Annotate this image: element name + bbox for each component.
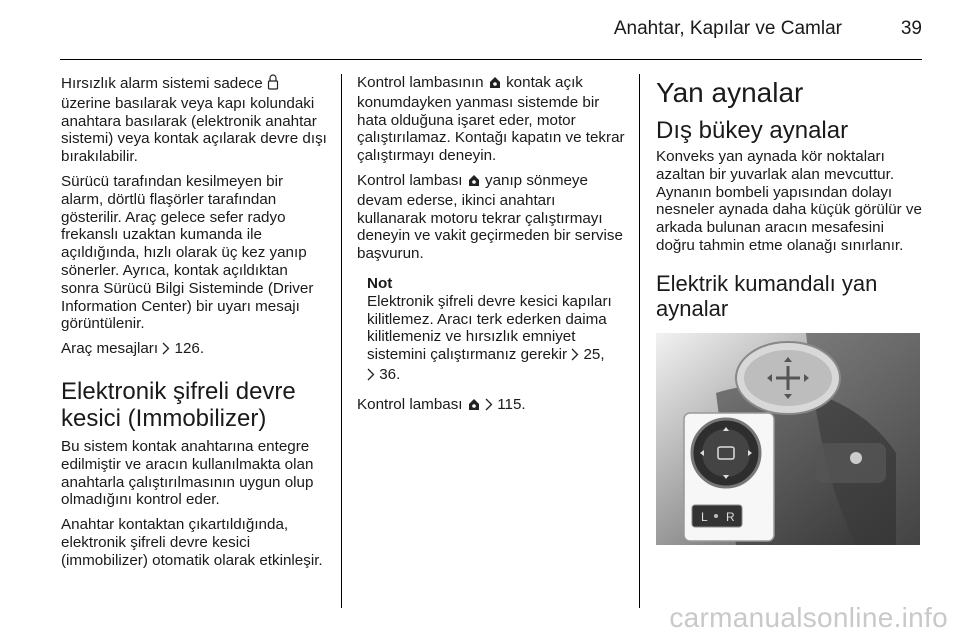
immobilizer-lamp-icon: [467, 398, 481, 416]
watermark: carmanualsonline.info: [669, 602, 948, 633]
page-ref: 126.: [170, 340, 205, 358]
column-left: [61, 74, 327, 577]
text: yanıp sönmeye devam ederse, ikinci anahtarı kullanarak motoru tekrar çalıştırmayı deneyin ve vakit geçirmeden bir servise başvurun.: [357, 171, 623, 263]
column-divider: [341, 74, 342, 608]
page-ref-arrow-icon: [485, 398, 493, 416]
paragraph: Bu sistem kontak anahtarına entegre edilmiştir ve aracın kullanılmakta olan anahtarla çalıştırılmasının uygun olup olmadığını kontrol eder.: [61, 437, 314, 509]
key-lock-icon: [267, 74, 279, 95]
text: Kontrol lambası: [357, 171, 467, 189]
paragraph: Anahtar kontaktan çıkartıldığında, elektronik şifreli devre kesici (immobilizer) otomatik olarak etkinleşir.: [61, 516, 323, 569]
note-title: Not: [367, 274, 393, 292]
mirror-control-photo: [656, 333, 920, 545]
immobilizer-lamp-icon: [488, 76, 502, 94]
page-ref: 115.: [492, 395, 526, 413]
text: Elektronik şifreli devre kesici kapıları kilitlemez. Aracı terk ederken daima kilitlemeniz ve hırsızlık emniyet sistemini çalıştırmanız gerekir: [367, 292, 612, 364]
paragraph: [357, 74, 627, 165]
column-divider: [639, 74, 640, 608]
subsection-heading: Elektrik kumandalı yan aynalar: [656, 270, 878, 321]
column-middle: [357, 74, 627, 423]
column-right: [656, 78, 926, 545]
text: Kontrol lambası: [357, 395, 467, 413]
immobilizer-lamp-icon: [467, 174, 481, 192]
text: Hırsızlık alarm sistemi sadece: [61, 75, 267, 92]
page-header: [0, 0, 960, 58]
page-ref: 25,: [579, 346, 605, 364]
section-title: Yan aynalar: [656, 77, 804, 108]
note-block: [367, 275, 627, 386]
page-ref: 36.: [375, 365, 401, 383]
text: kontak açık konumdayken yanması sistemde bir hata olduğuna işaret eder, motor çalıştırılamaz. Kontağı kapatın ve tekrar çalıştırmayı deneyin.: [357, 74, 625, 165]
paragraph: [357, 396, 627, 416]
note-text: [367, 293, 627, 386]
page-number: 39: [900, 18, 922, 39]
text: üzerine basılarak veya kapı kolundaki anahtara basılarak (elektronik anahtar sistemi) veya kontak açılarak devre dışı bırakılabilir.: [61, 94, 327, 166]
page-header-title: Anahtar, Kapılar ve Camlar: [613, 18, 842, 39]
photo-button-l: L: [701, 509, 708, 524]
paragraph: Sürücü tarafından kesilmeyen bir alarm, dörtlü flaşörler tarafından gösterilir. Araç gelece sefer radyo frekanslı uzaktan kumanda ile açıldığında, hızlı olarak üç kez yanıp sönerler. Ayrıca, kontak açıldıktan sonra Sürücü Bilgi Sisteminde (Driver Information Center) bir uyarı mesajı görüntülenir.: [61, 172, 314, 333]
text: Araç mesajları: [61, 340, 163, 358]
subsection-heading: Dış bükey aynalar: [656, 117, 849, 144]
text: Kontrol lambasının: [357, 74, 488, 91]
paragraph: [61, 340, 327, 360]
paragraph: Konveks yan aynada kör noktaları azaltan bir yuvarlak alan mevcuttur. Aynanın bombeli yapısından dolayı nesneler aynada daha küçük görülür ve arkada bulunan aracın mesafesini doğru tahmin etme olanağı sınırlanır.: [656, 148, 922, 254]
page-ref-arrow-icon: [367, 368, 375, 386]
section-heading: Elektronik şifreli devre kesici (Immobilizer): [61, 377, 296, 432]
header-rule: [60, 59, 922, 60]
paragraph: [357, 172, 627, 263]
photo-button-r: R: [726, 509, 735, 524]
paragraph: [61, 74, 327, 166]
